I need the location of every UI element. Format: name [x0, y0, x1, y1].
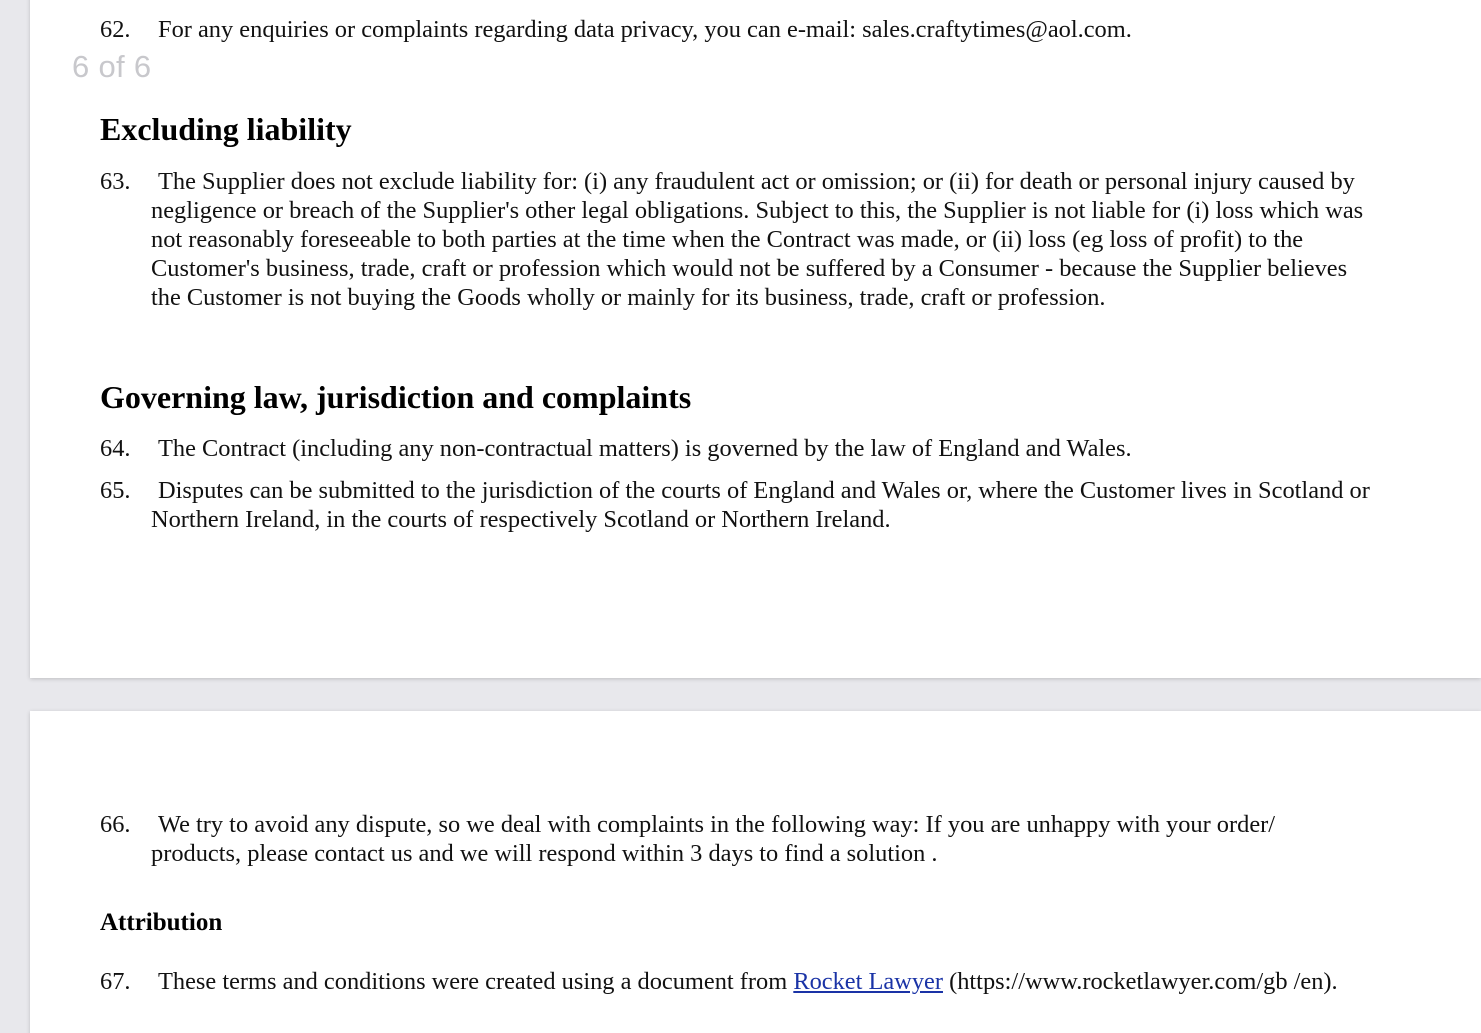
clause-text: Disputes can be submitted to the jurisdiction of the courts of England and Wales or, where the Customer lives in Scotland or Northern Ireland, in the courts of respectively Scotland or Northern Ireland.: [151, 477, 1370, 533]
clause-text-before: These terms and conditions were created using a document from: [158, 968, 794, 995]
clause-text: For any enquiries or complaints regarding data privacy, you can e-mail: sales.craftytimes@aol.com.: [158, 16, 1132, 43]
rocket-lawyer-link[interactable]: Rocket Lawyer: [793, 968, 943, 995]
section-heading-governing-law: Governing law, jurisdiction and complaints: [100, 379, 692, 415]
page-indicator: 6 of 6: [72, 49, 152, 84]
clause-number: 62.: [100, 16, 131, 43]
clause-text: The Contract (including any non-contractual matters) is governed by the law of England and Wales.: [158, 435, 1132, 462]
clause-text: [100, 967, 1370, 996]
document-page: [30, 0, 1481, 678]
clause-number: 64.: [100, 435, 131, 462]
clause-number: 67.: [100, 968, 131, 995]
clause-number: 63.: [100, 168, 131, 195]
clause-text-after: (https://www.rocketlawyer.com/gb /en).: [942, 968, 1338, 995]
clause-64: [100, 434, 1370, 463]
clause-66: [100, 810, 1370, 868]
section-heading-attribution: Attribution: [100, 909, 223, 936]
clause-number: 65.: [100, 477, 131, 504]
clause-65: [100, 476, 1370, 534]
clause-63: [100, 167, 1370, 312]
section-heading-excluding-liability: Excluding liability: [100, 111, 352, 147]
clause-text: The Supplier does not exclude liability for: (i) any fraudulent act or omission; or (ii) for death or personal injury caused by negligence or breach of the Supplier's other legal obligations. Subject to this, the Supplier is not liable for (i) loss which was not reasonably foreseeable to both parties at the time when the Contract was made, or (ii) loss (eg loss of profit) to the Customer's business, trade, craft or profession which would not be suffered by a Consumer - because the Supplier believes the Customer is not buying the Goods wholly or mainly for its business, trade, craft or profession.: [151, 168, 1364, 311]
clause-67: [100, 967, 1370, 996]
clause-text: We try to avoid any dispute, so we deal with complaints in the following way: If you are unhappy with your order/ products, please contact us and we will respond within 3 days to find a solution .: [151, 811, 1276, 867]
clause-number: 66.: [100, 811, 131, 838]
clause-62: [100, 15, 1370, 44]
